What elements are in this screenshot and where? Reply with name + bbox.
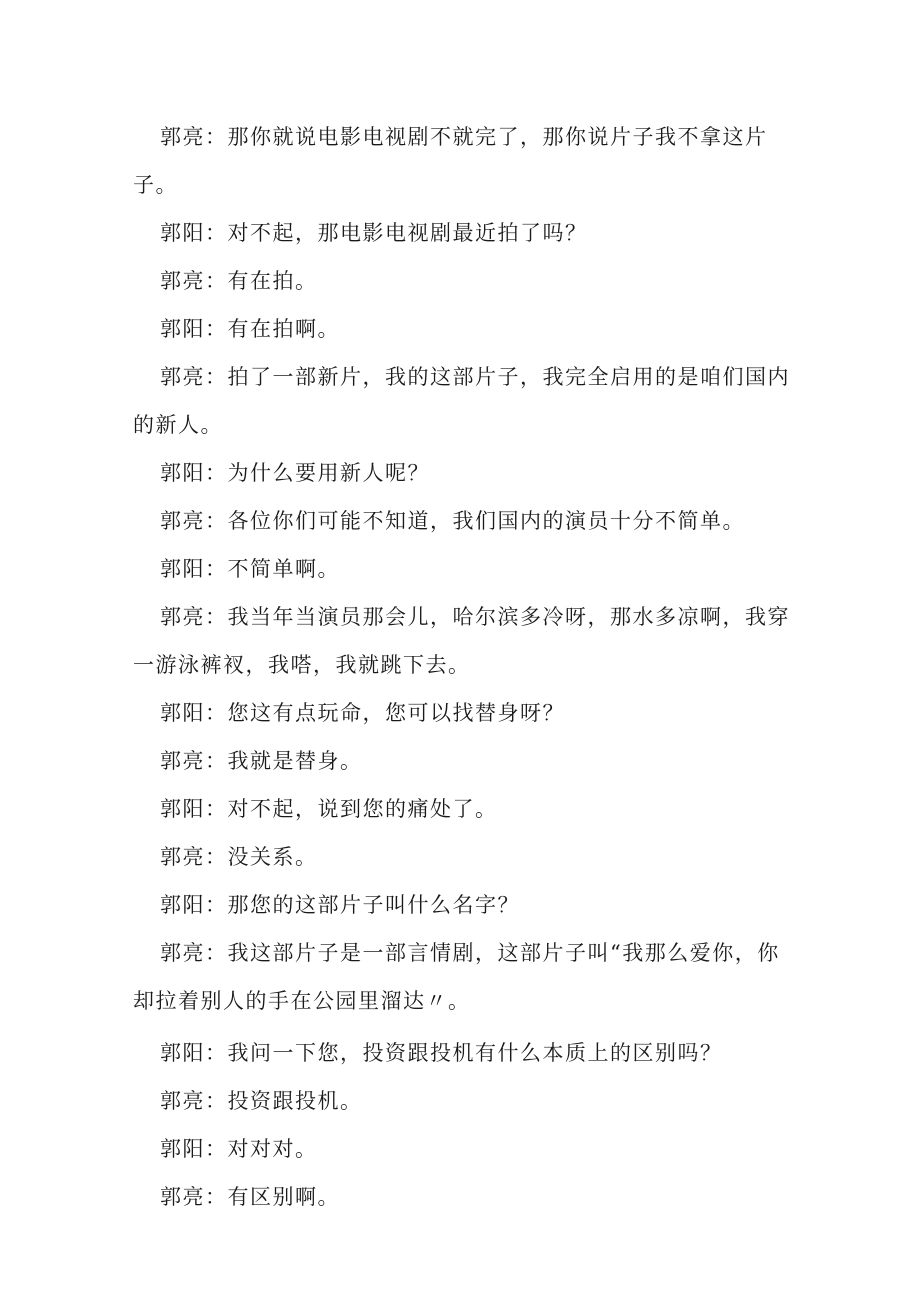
dialogue-line: 郭亮：有区别啊。 <box>160 1185 340 1209</box>
dialogue-line: 郭阳：那您的这部片子叫什么名字？ <box>160 893 520 917</box>
dialogue-line: 郭阳：您这有点玩命，您可以找替身呀？ <box>160 701 565 725</box>
dialogue-line: 郭阳：我问一下您，投资跟投机有什么本质上的区别吗？ <box>160 1041 723 1065</box>
dialogue-line: 郭亮：那你就说电影电视剧不就完了，那你说片子我不拿这片子。 <box>133 125 768 197</box>
dialogue-line: 郭阳：有在拍啊。 <box>160 317 340 341</box>
dialogue-line: 郭亮：各位你们可能不知道，我们国内的演员十分不简单。 <box>160 509 745 533</box>
dialogue-line: 郭阳：为什么要用新人呢？ <box>160 461 430 485</box>
dialogue-line: 郭阳：不简单啊。 <box>160 557 340 581</box>
dialogue-line: 郭亮：有在拍。 <box>160 269 318 293</box>
dialogue-line: 郭阳：对对对。 <box>160 1137 318 1161</box>
dialogue-line: 郭亮：我就是替身。 <box>160 749 363 773</box>
dialogue-line: 郭阳：对不起，那电影电视剧最近拍了吗？ <box>160 221 588 245</box>
dialogue-line: 郭亮：我这部片子是一部言情剧，这部片子叫“我那么爱你，你却拉着别人的手在公园里溜达〃。 <box>133 941 780 1013</box>
dialogue-text <box>133 113 797 1221</box>
dialogue-line: 郭亮：我当年当演员那会儿，哈尔滨多冷呀，那水多凉啊，我穿一游泳裤衩，我嗒，我就跳下去。 <box>133 605 790 677</box>
dialogue-line: 郭亮：投资跟投机。 <box>160 1089 363 1113</box>
dialogue-line: 郭阳：对不起，说到您的痛处了。 <box>160 797 498 821</box>
dialogue-line: 郭亮：没关系。 <box>160 845 318 869</box>
dialogue-line: 郭亮：拍了一部新片，我的这部片子，我完全启用的是咱们国内的新人。 <box>133 365 790 437</box>
